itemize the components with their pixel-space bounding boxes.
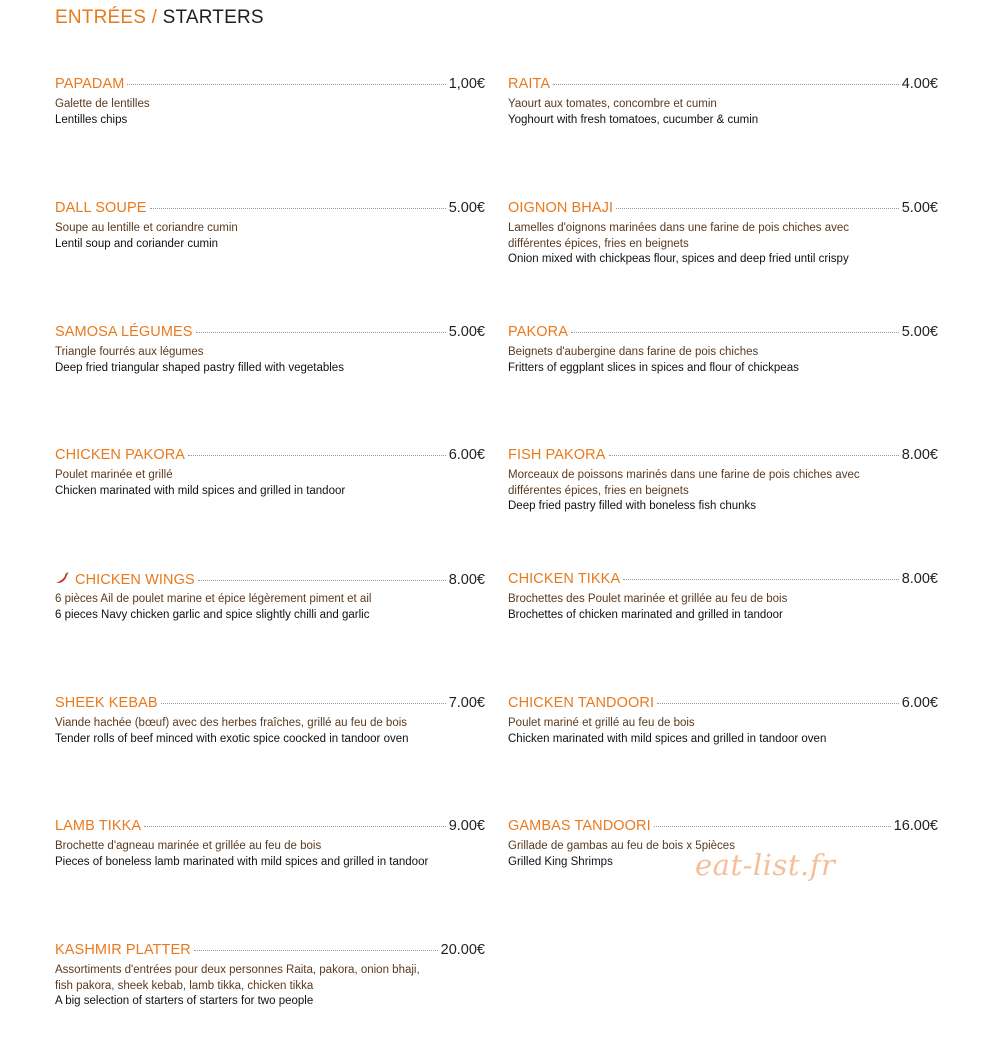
item-name: CHICKEN TIKKA bbox=[508, 571, 621, 587]
item-name: PAKORA bbox=[508, 324, 568, 340]
item-description-fr-continued: fish pakora, sheek kebab, lamb tikka, chicken tikka bbox=[55, 979, 314, 992]
item-description-en: Pieces of boneless lamb marinated with mild spices and grilled in tandoor bbox=[55, 855, 429, 868]
dot-leader bbox=[553, 84, 899, 85]
item-description-en: A big selection of starters of starters for two people bbox=[55, 995, 314, 1007]
menu-item-chicken-pakora bbox=[55, 447, 485, 499]
menu-item-samosa-legumes bbox=[55, 324, 485, 376]
dot-leader bbox=[623, 579, 898, 580]
item-price: 4.00€ bbox=[901, 76, 938, 92]
item-name: LAMB TIKKA bbox=[55, 818, 142, 834]
item-description-en: Brochettes of chicken marinated and grilled in tandoor bbox=[508, 608, 783, 621]
dot-leader bbox=[144, 826, 446, 827]
page-title bbox=[55, 7, 264, 29]
menu-item-raita bbox=[508, 76, 938, 128]
menu-item-oignon-bhaji bbox=[508, 200, 938, 268]
item-description-en: Deep fried triangular shaped pastry filled with vegetables bbox=[55, 361, 344, 374]
item-price: 6.00€ bbox=[448, 447, 485, 463]
menu-item-chicken-tandoori bbox=[508, 695, 938, 747]
menu-item-papadam bbox=[55, 76, 485, 128]
menu-item-pakora bbox=[508, 324, 938, 376]
item-price: 8.00€ bbox=[448, 572, 485, 588]
item-description-en: Grilled King Shrimps bbox=[508, 855, 613, 868]
item-description-en: Lentil soup and coriander cumin bbox=[55, 237, 219, 250]
item-description-fr: 6 pièces Ail de poulet marine et épice légèrement piment et ail bbox=[55, 593, 372, 605]
item-description-en: Tender rolls of beef minced with exotic spice coocked in tandoor oven bbox=[55, 732, 409, 745]
title-fr: ENTRÉES bbox=[55, 7, 147, 28]
item-description-fr-continued: différentes épices, fries en beignets bbox=[508, 237, 689, 250]
item-price: 5.00€ bbox=[448, 324, 485, 340]
item-description-fr: Galette de lentilles bbox=[55, 98, 150, 110]
item-name: FISH PAKORA bbox=[508, 447, 606, 463]
item-description-en: Lentilles chips bbox=[55, 113, 128, 126]
item-description-fr-continued: différentes épices, fries en beignets bbox=[508, 484, 689, 497]
item-description-en: Chicken marinated with mild spices and grilled in tandoor bbox=[55, 484, 346, 497]
item-description-en: Onion mixed with chickpeas flour, spices and deep fried until crispy bbox=[508, 253, 849, 265]
item-name: RAITA bbox=[508, 76, 551, 92]
item-price: 9.00€ bbox=[448, 818, 485, 834]
dot-leader bbox=[654, 826, 891, 827]
item-description-fr: Poulet marinée et grillé bbox=[55, 469, 173, 481]
menu-item-kashmir-platter bbox=[55, 942, 485, 1010]
item-name: SAMOSA LÉGUMES bbox=[55, 324, 193, 340]
item-description-fr: Soupe au lentille et coriandre cumin bbox=[55, 222, 238, 234]
title-en: STARTERS bbox=[162, 7, 264, 28]
item-name: CHICKEN TANDOORI bbox=[508, 695, 655, 711]
item-description-fr: Lamelles d'oignons marinées dans une farine de pois chiches avec bbox=[508, 222, 850, 234]
item-description-fr: Brochette d'agneau marinée et grillée au feu de bois bbox=[55, 840, 322, 852]
menu-item-dall-soupe bbox=[55, 200, 485, 252]
item-name: SHEEK KEBAB bbox=[55, 695, 158, 711]
item-name: DALL SOUPE bbox=[55, 200, 147, 216]
item-name: GAMBAS TANDOORI bbox=[508, 818, 651, 834]
item-name: KASHMIR PLATTER bbox=[55, 942, 191, 958]
dot-leader bbox=[616, 208, 899, 209]
chili-pepper-icon bbox=[55, 571, 69, 583]
item-price: 8.00€ bbox=[901, 571, 938, 587]
dot-leader bbox=[194, 950, 438, 951]
item-description-fr: Viande hachée (bœuf) avec des herbes fraîches, grillé au feu de bois bbox=[55, 717, 408, 729]
item-description-fr: Brochettes des Poulet marinée et grillée au feu de bois bbox=[508, 593, 788, 605]
dot-leader bbox=[127, 84, 445, 85]
item-name: CHICKEN WINGS bbox=[75, 572, 195, 588]
item-price: 1,00€ bbox=[448, 76, 485, 92]
watermark: eat-list.fr bbox=[695, 848, 836, 882]
menu-item-lamb-tikka bbox=[55, 818, 485, 870]
dot-leader bbox=[196, 332, 446, 333]
item-price: 5.00€ bbox=[448, 200, 485, 216]
title-separator: / bbox=[146, 7, 163, 28]
item-price: 5.00€ bbox=[901, 200, 938, 216]
item-price: 5.00€ bbox=[901, 324, 938, 340]
dot-leader bbox=[657, 703, 899, 704]
item-price: 20.00€ bbox=[440, 942, 485, 958]
item-price: 6.00€ bbox=[901, 695, 938, 711]
dot-leader bbox=[150, 208, 446, 209]
item-name: CHICKEN PAKORA bbox=[55, 447, 186, 463]
item-description-fr: Yaourt aux tomates, concombre et cumin bbox=[508, 98, 717, 110]
dot-leader bbox=[188, 455, 446, 456]
dot-leader bbox=[571, 332, 899, 333]
item-description-fr: Triangle fourrés aux légumes bbox=[55, 346, 204, 358]
dot-leader bbox=[198, 580, 446, 581]
dot-leader bbox=[161, 703, 446, 704]
item-description-fr: Morceaux de poissons marinés dans une farine de pois chiches avec bbox=[508, 469, 860, 481]
menu-item-chicken-tikka bbox=[508, 571, 938, 623]
menu-item-sheek-kebab bbox=[55, 695, 485, 747]
item-price: 8.00€ bbox=[901, 447, 938, 463]
item-description-fr: Beignets d'aubergine dans farine de pois chiches bbox=[508, 346, 759, 358]
item-description-en: 6 pieces Navy chicken garlic and spice slightly chilli and garlic bbox=[55, 608, 370, 621]
item-name: OIGNON BHAJI bbox=[508, 200, 614, 216]
item-price: 16.00€ bbox=[893, 818, 938, 834]
dot-leader bbox=[609, 455, 899, 456]
item-description-en: Deep fried pastry filled with boneless fish chunks bbox=[508, 500, 757, 512]
menu-item-fish-pakora bbox=[508, 447, 938, 515]
item-description-en: Fritters of eggplant slices in spices and flour of chickpeas bbox=[508, 361, 799, 374]
item-description-en: Yoghourt with fresh tomatoes, cucumber & cumin bbox=[508, 113, 759, 126]
item-description-fr: Poulet mariné et grillé au feu de bois bbox=[508, 717, 695, 729]
item-price: 7.00€ bbox=[448, 695, 485, 711]
menu-item-chicken-wings bbox=[55, 571, 485, 623]
item-description-fr: Grillade de gambas au feu de bois x 5pièces bbox=[508, 840, 735, 852]
item-name: PAPADAM bbox=[55, 76, 125, 92]
item-description-en: Chicken marinated with mild spices and grilled in tandoor oven bbox=[508, 732, 827, 745]
item-description-fr: Assortiments d'entrées pour deux personnes Raita, pakora, onion bhaji, bbox=[55, 964, 420, 976]
